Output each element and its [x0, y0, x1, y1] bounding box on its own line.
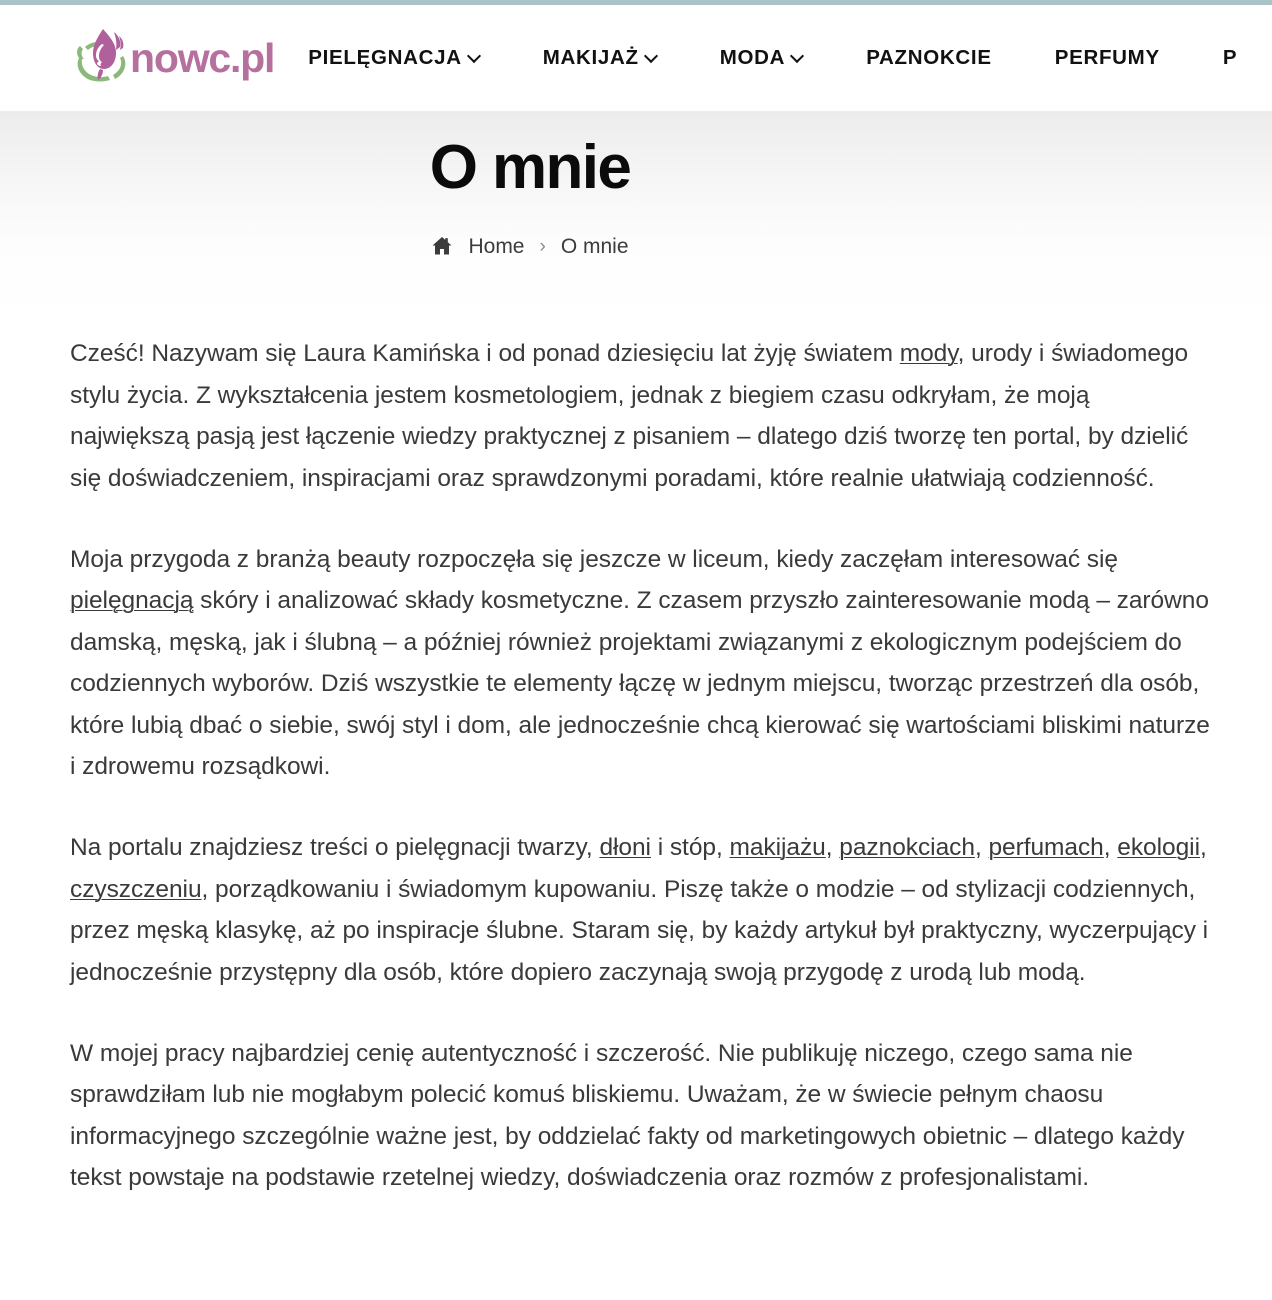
nav-item-moda[interactable]: [720, 36, 803, 80]
nav-item-perfumy[interactable]: [1055, 36, 1160, 80]
article-paragraph-p1: [70, 333, 1214, 499]
nav-item-label: MODA: [719, 46, 786, 69]
site-header: [0, 5, 1272, 111]
page-title: O mnie: [429, 133, 631, 202]
breadcrumb-current: O mnie: [560, 235, 629, 259]
article-text-run: Na portalu znajdziesz treści o pielęgnacji twarzy,: [70, 834, 600, 862]
article-text-run: skóry i analizować składy kosmetyczne. Z czasem przyszło zainteresowanie modą – zarówno damską, męską, jak i ślubną – a później również projektami związanymi z ekologicznym podejściem do codziennych wyborów. Dziś wszystkie te elementy łączę w jednym miejscu, tworząc przestrzeń dla osób, które lubią dbać o siebie, swój styl i dom, ale jednocześnie chcą kierować się wartościami bliskimi naturze i zdrowemu rozsądkowi.: [70, 587, 1210, 780]
article-paragraph-p3: [70, 827, 1214, 993]
lotus-flower-face-icon: [70, 25, 136, 91]
nav-item-label: MAKIJAŻ: [542, 46, 639, 69]
article-inline-link[interactable]: perfumach: [988, 834, 1104, 862]
article-paragraph-p4: [70, 1033, 1214, 1199]
logo-text: nowc.pl: [130, 34, 275, 81]
breadcrumb: [0, 233, 1060, 261]
nav-item-label: PAZNOKCIE: [866, 46, 992, 69]
article-text-run: ,: [1103, 834, 1118, 862]
breadcrumb-home-label[interactable]: Home: [468, 235, 525, 259]
breadcrumb-separator-icon: ›: [539, 236, 546, 258]
article-text-run: i stóp,: [650, 834, 730, 862]
article-text-run: Moja przygoda z branżą beauty rozpoczęła się jeszcze w liceum, kiedy zaczęłam interesować się: [70, 546, 1118, 573]
article-inline-link[interactable]: czyszczeniu: [70, 875, 202, 903]
nav-item-label: PIELĘGNACJA: [308, 46, 462, 69]
chevron-down-icon: [469, 51, 480, 62]
article-text-run: ,: [825, 834, 840, 862]
article-inline-link[interactable]: makijażu: [729, 834, 826, 862]
nav-item-label: PERFUMY: [1054, 46, 1160, 69]
page-hero: [0, 111, 1272, 317]
article-inline-link[interactable]: mody: [899, 340, 958, 368]
article-inline-link[interactable]: pielęgnacją: [70, 587, 194, 615]
article-text-run: ,: [974, 834, 989, 862]
breadcrumb-home-link[interactable]: [431, 233, 453, 261]
nav-item-pielegnacja[interactable]: [308, 36, 480, 80]
article-paragraph-p2: [70, 539, 1214, 787]
nav-item-overflow-clipped[interactable]: [1223, 36, 1237, 80]
article-body: [70, 333, 1214, 1198]
home-icon: [431, 235, 453, 257]
article-inline-link[interactable]: ekologii: [1117, 834, 1200, 862]
article-text-run: W mojej pracy najbardziej cenię autentyczność i szczerość. Nie publikuję niczego, czego sama nie sprawdziłam lub nie mogłabym polecić komuś bliskiemu. Uważam, że w świecie pełnym chaosu informacyjnego szczególnie ważne jest, by oddzielać fakty od marketingowych obietnic – dlatego każdy tekst powstaje na podstawie rzetelnej wiedzy, doświadczenia oraz rozmów z profesjonalistami.: [70, 1039, 1185, 1192]
chevron-down-icon: [646, 51, 657, 62]
article-inline-link[interactable]: paznokciach: [839, 834, 975, 862]
main-navigation: [308, 36, 1272, 80]
article-inline-link[interactable]: dłoni: [599, 834, 651, 862]
article-text-run: , porządkowaniu i świadomym kupowaniu. Piszę także o modzie – od stylizacji codziennych, przez męską klasykę, aż po inspiracje ślubne. Staram się, by każdy artykuł był praktyczny, wyczerpujący i jednocześnie przystępny dla osób, które dopiero zaczynają swoją przygodę z urodą lub modą.: [70, 875, 1209, 986]
nav-item-label: P: [1222, 46, 1238, 69]
site-logo[interactable]: [70, 25, 274, 91]
nav-item-paznokcie[interactable]: [866, 36, 992, 80]
chevron-down-icon: [792, 51, 803, 62]
article-text-run: , urody i świadomego stylu życia. Z wykształcenia jestem kosmetologiem, jednak z biegiem czasu odkryłam, że moją największą pasją jest łączenie wiedzy praktycznej z pisaniem – dlatego dziś tworzę ten portal, by dzielić się doświadczeniem, inspiracjami oraz sprawdzonymi poradami, które realnie ułatwiają codzienność.: [70, 340, 1189, 492]
article-text-run: Cześć! Nazywam się Laura Kamińska i od ponad dziesięciu lat żyję światem: [70, 340, 900, 368]
about-article: [0, 317, 1272, 1198]
article-text-run: ,: [1199, 834, 1207, 862]
nav-item-makijaz[interactable]: [543, 36, 657, 80]
